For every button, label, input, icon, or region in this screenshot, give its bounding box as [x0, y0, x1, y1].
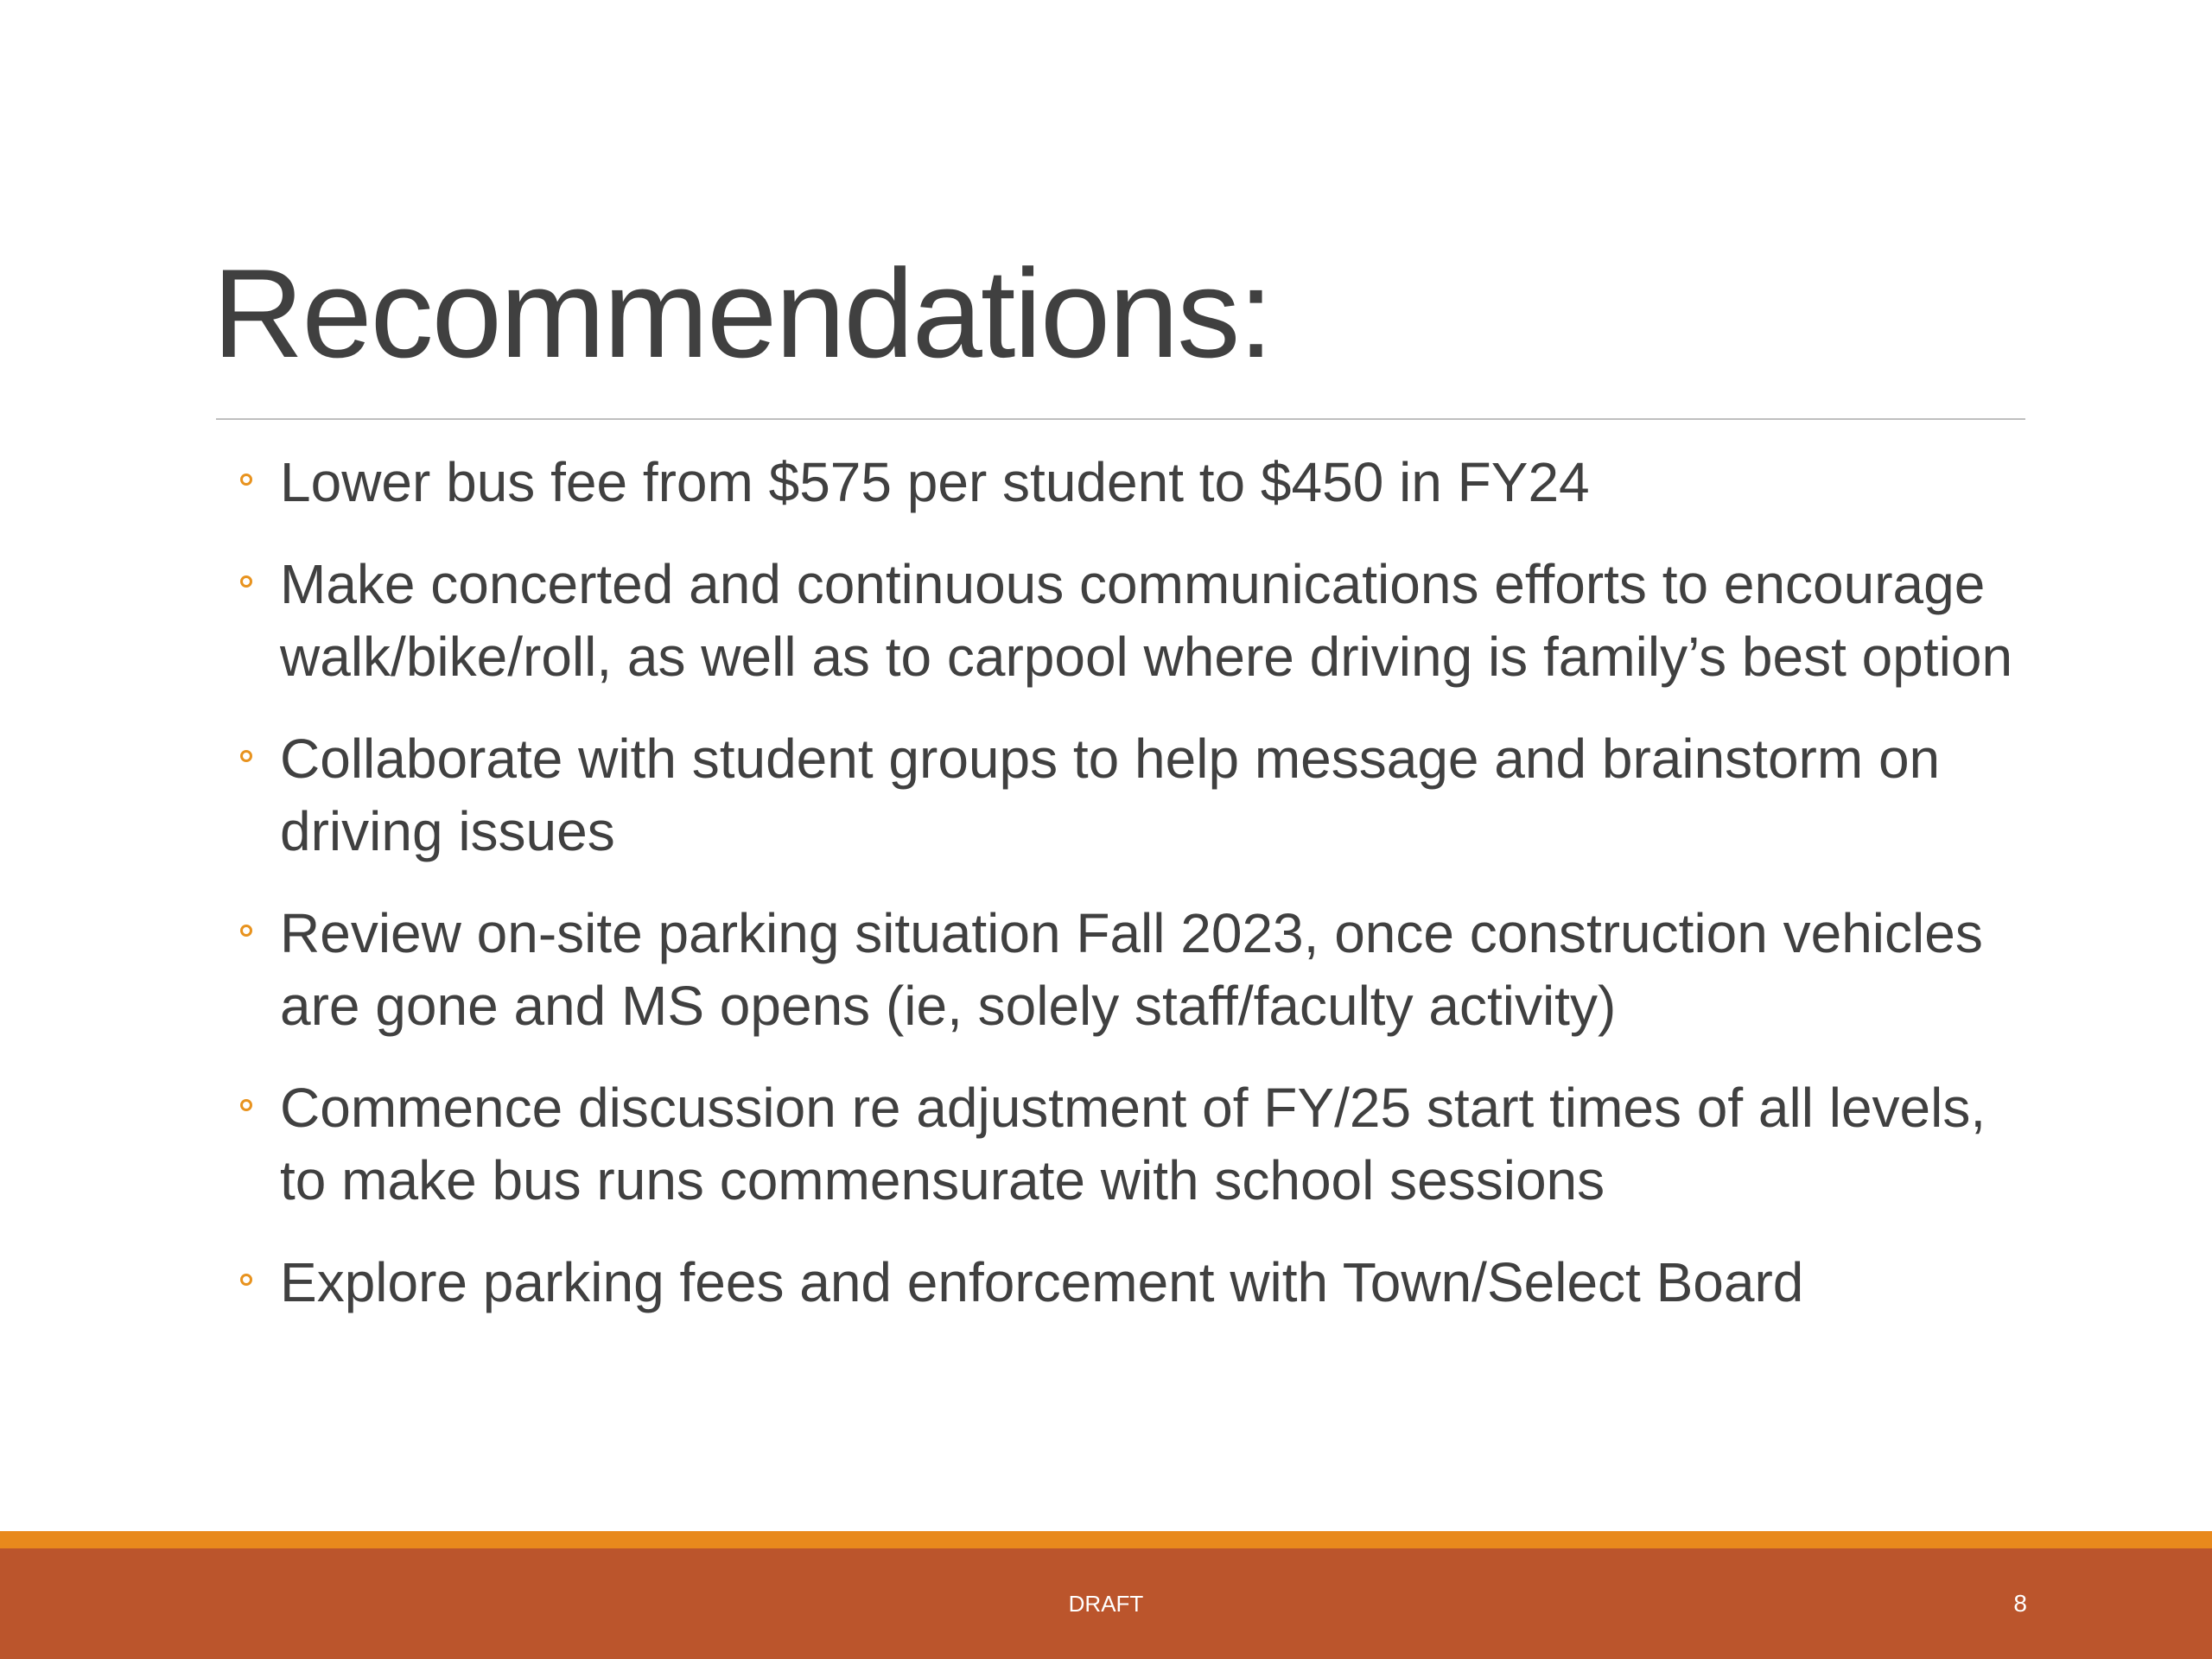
hollow-circle-bullet-icon — [240, 925, 252, 937]
hollow-circle-bullet-icon — [240, 750, 252, 762]
bullet-item — [240, 446, 2037, 518]
bullet-item — [240, 1071, 2037, 1217]
bullet-text: Explore parking fees and enforcement with Town/Select Board — [280, 1251, 1804, 1313]
footer-accent-stripe — [0, 1531, 2212, 1548]
bullet-item — [240, 897, 2037, 1042]
bullet-text: Commence discussion re adjustment of FY/25 start times of all levels, to make bus runs commensurate with school sessions — [280, 1077, 1986, 1211]
hollow-circle-bullet-icon — [240, 474, 252, 486]
bullet-text: Make concerted and continuous communications efforts to encourage walk/bike/roll, as well as to carpool where driving is family’s best option — [280, 553, 2013, 688]
bullet-item — [240, 1246, 2037, 1319]
bullet-text: Collaborate with student groups to help message and brainstorm on driving issues — [280, 728, 1941, 862]
title-divider — [216, 418, 2025, 420]
slide-title: Recommendations: — [213, 243, 1272, 384]
hollow-circle-bullet-icon — [240, 1274, 252, 1286]
hollow-circle-bullet-icon — [240, 575, 252, 588]
hollow-circle-bullet-icon — [240, 1099, 252, 1111]
bullet-list — [240, 446, 2037, 1348]
bullet-text: Lower bus fee from $575 per student to $450 in FY24 — [280, 451, 1590, 513]
footer-draft-label: DRAFT — [1068, 1591, 1144, 1617]
bullet-item — [240, 548, 2037, 693]
bullet-text: Review on-site parking situation Fall 2023, once construction vehicles are gone and MS opens (ie, solely staff/faculty activity) — [280, 902, 1983, 1037]
bullet-item — [240, 722, 2037, 868]
page-number: 8 — [2013, 1590, 2027, 1617]
